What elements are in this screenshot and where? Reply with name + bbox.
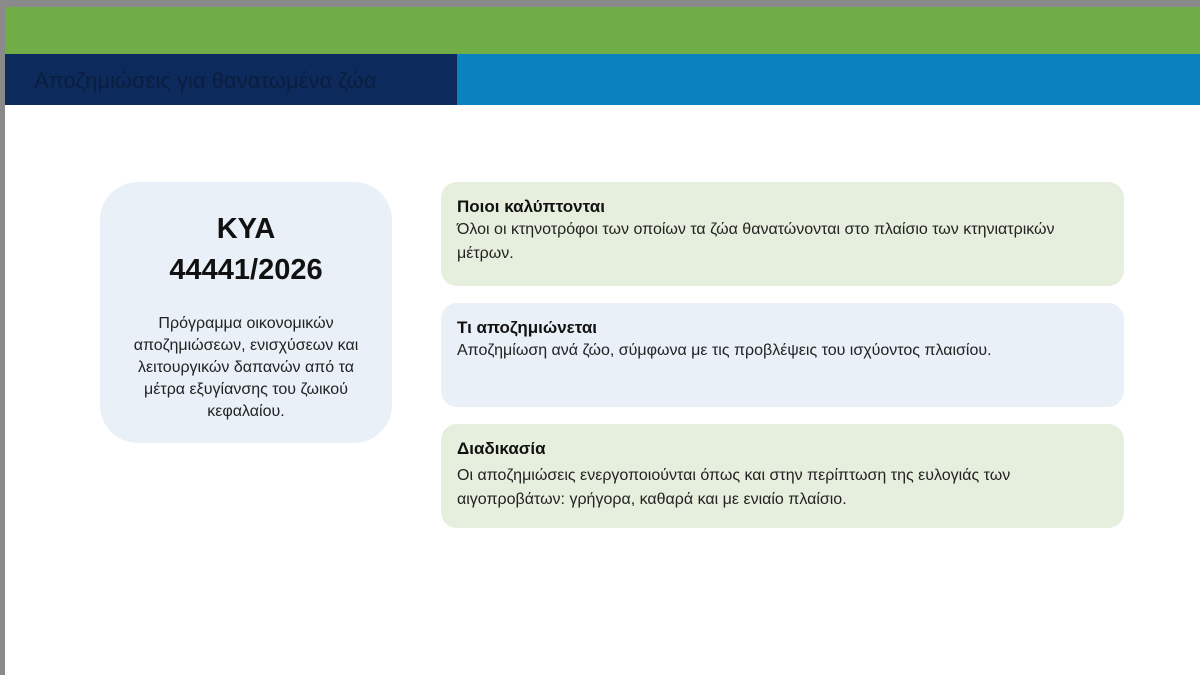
info-card-heading: Διαδικασία xyxy=(457,439,546,458)
info-card-coverage xyxy=(441,182,1124,286)
info-card-body: Αποζημίωση ανά ζώο, σύμφωνα με τις προβλέψεις του ισχύοντος πλαισίου. xyxy=(457,342,992,359)
kya-number: 44441/2026 xyxy=(169,254,323,286)
title-band xyxy=(5,54,1200,105)
kya-card xyxy=(100,182,392,443)
title-band-light-segment xyxy=(457,54,1200,105)
info-card-compensation xyxy=(441,303,1124,407)
info-card-procedure xyxy=(441,424,1124,528)
header-green-band xyxy=(5,7,1200,54)
kya-description: Πρόγραμμα οικονομικών αποζημιώσεων, ενισχύσεων και λειτουργικών δαπανών από τα μέτρα εξυγίανσης του ζωικού κεφαλαίου. xyxy=(133,315,359,420)
info-card-heading: Τι αποζημιώνεται xyxy=(457,318,598,337)
info-card-heading: Ποιοι καλύπτονται xyxy=(457,197,605,216)
kya-title: ΚΥΑ xyxy=(216,213,276,245)
info-card-body: Οι αποζημιώσεις ενεργοποιούνται όπως και στην περίπτωση της ευλογιάς των αιγοπροβάτων: γρήγορα, καθαρά και με ενιαίο πλαίσιο. xyxy=(457,467,1011,508)
slide-title: Αποζημιώσεις για θανατωμένα ζώα xyxy=(34,68,377,93)
window-frame-top xyxy=(0,0,1200,7)
slide xyxy=(5,7,1200,675)
info-card-body: Όλοι οι κτηνοτρόφοι των οποίων τα ζώα θανατώνονται στο πλαίσιο των κτηνιατρικών μέτρων. xyxy=(457,221,1055,262)
